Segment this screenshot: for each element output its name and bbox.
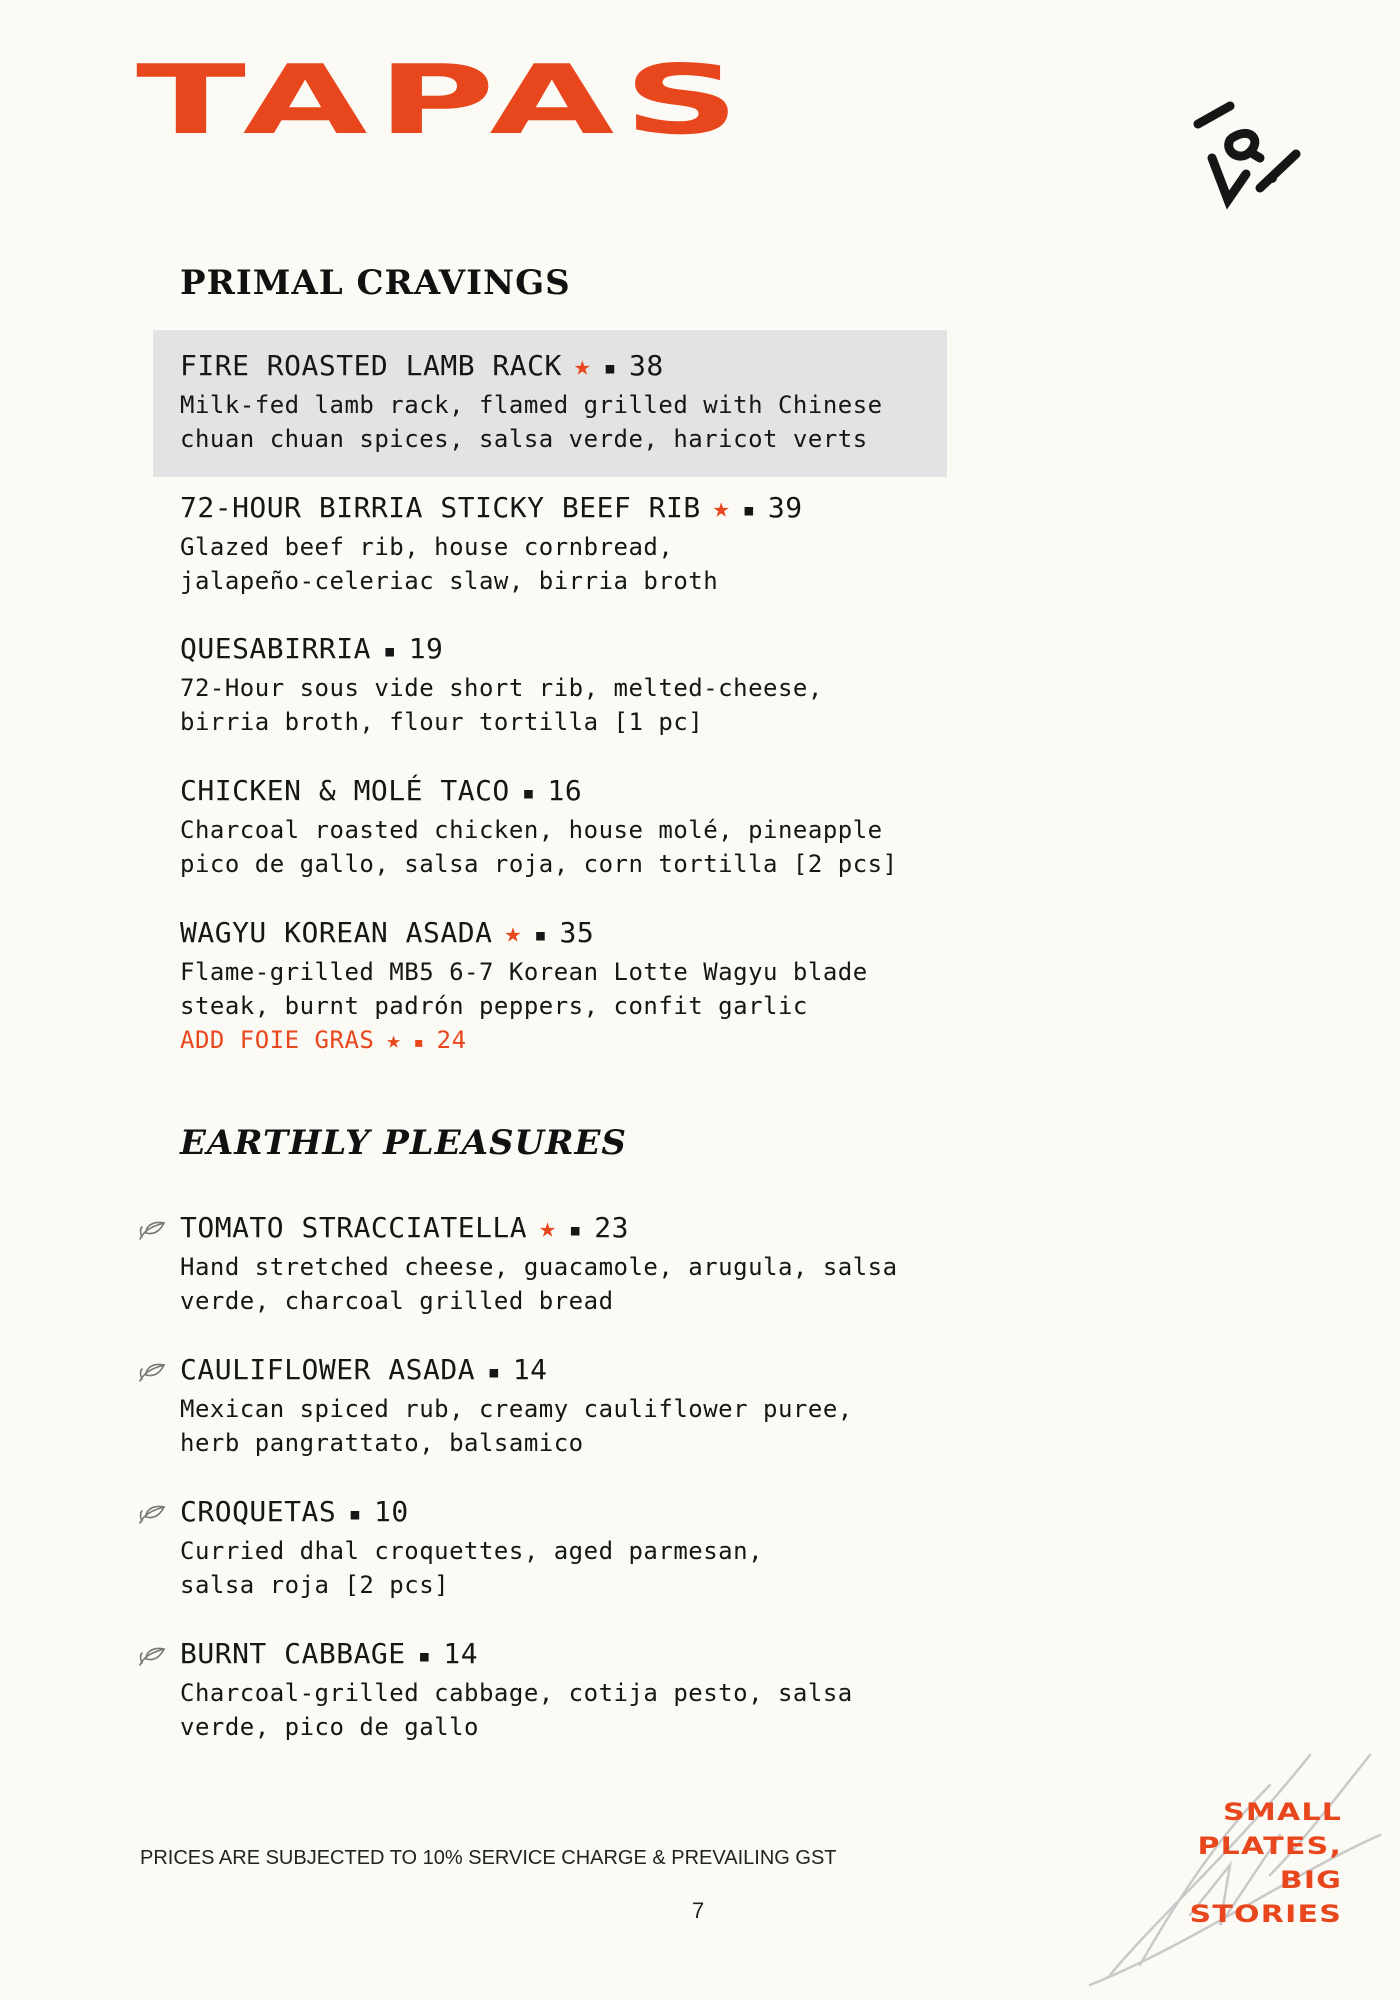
- item-description: jalapeño-celeriac slaw, birria broth: [180, 567, 719, 595]
- menu-item-tomato-stracciatella: [180, 1209, 940, 1318]
- menu-item-burnt-cabbage: [180, 1635, 940, 1744]
- item-price: 14: [443, 1637, 479, 1670]
- item-description: Glazed beef rib, house cornbread,: [180, 533, 674, 561]
- item-name: 72-HOUR BIRRIA STICKY BEEF RIB: [180, 491, 701, 524]
- tagline-line: PLATES,: [1197, 1832, 1342, 1860]
- page-title: TAPAS: [136, 43, 749, 156]
- section-title-primal-cravings: PRIMAL CRAVINGS: [180, 263, 571, 303]
- addon-price: 24: [436, 1026, 467, 1054]
- item-description: Hand stretched cheese, guacamole, arugula, salsa: [180, 1253, 898, 1281]
- item-header: [180, 914, 940, 955]
- item-description: herb pangrattato, balsamico: [180, 1429, 584, 1457]
- separator-icon: ▪: [568, 1218, 583, 1243]
- tagline-line: BIG: [1279, 1866, 1342, 1894]
- item-name: CROQUETAS: [180, 1495, 337, 1528]
- menu-item-croquetas: [180, 1493, 940, 1602]
- item-description: Milk-fed lamb rack, flamed grilled with Chinese: [180, 391, 883, 419]
- tagline-line: SMALL: [1222, 1798, 1342, 1826]
- item-description: birria broth, flour tortilla [1 pc]: [180, 708, 704, 736]
- tagline-line: STORIES: [1189, 1900, 1342, 1928]
- vegetarian-leaf-icon: [138, 1503, 166, 1525]
- item-header: [180, 1209, 940, 1250]
- separator-icon: ▪: [348, 1502, 362, 1527]
- item-name: CHICKEN & MOLÉ TACO: [180, 774, 510, 807]
- item-header: [180, 630, 940, 671]
- item-price: 38: [628, 349, 664, 382]
- addon-name: ADD FOIE GRAS: [180, 1026, 375, 1054]
- page-number: 7: [692, 1898, 705, 1923]
- separator-icon: ▪: [603, 356, 617, 381]
- separator-icon: ▪: [382, 639, 397, 664]
- item-name: CAULIFLOWER ASADA: [180, 1353, 476, 1386]
- vegetarian-leaf-icon: [138, 1645, 166, 1667]
- item-description: pico de gallo, salsa roja, corn tortilla [2 pcs]: [180, 850, 898, 878]
- item-header: [180, 1635, 940, 1676]
- item-description: 72-Hour sous vide short rib, melted-cheese,: [180, 674, 823, 702]
- separator-icon: ▪: [533, 923, 548, 948]
- item-description: Curried dhal croquettes, aged parmesan,: [180, 1537, 764, 1565]
- section-title-earthly-pleasures: EARTHLY PLEASURES: [180, 1123, 627, 1163]
- menu-item-wagyu-korean-asada: [180, 914, 940, 1060]
- menu-item-beef-rib: [180, 489, 940, 598]
- separator-icon: ▪: [413, 1032, 425, 1053]
- item-header: [180, 1351, 940, 1392]
- tagline: [1189, 1795, 1342, 1931]
- item-header: [180, 489, 940, 530]
- item-name: TOMATO STRACCIATELLA: [180, 1211, 528, 1244]
- item-description: Mexican spiced rub, creamy cauliflower puree,: [180, 1395, 853, 1423]
- item-name: QUESABIRRIA: [180, 632, 371, 665]
- signature-star-icon: ★: [504, 916, 522, 949]
- signature-star-icon: ★: [573, 349, 592, 382]
- item-description: Charcoal-grilled cabbage, cotija pesto, salsa: [180, 1679, 853, 1707]
- item-name: WAGYU KOREAN ASADA: [180, 916, 493, 949]
- item-price: 39: [767, 491, 803, 524]
- la-vi-logo: [1190, 96, 1310, 216]
- menu-item-quesabirria: [180, 630, 940, 739]
- menu-item-chicken-mole-taco: [180, 772, 940, 881]
- menu-item-lamb-rack: [180, 347, 940, 456]
- item-price: 23: [594, 1211, 629, 1244]
- separator-icon: ▪: [742, 498, 756, 523]
- item-description: salsa roja [2 pcs]: [180, 1571, 450, 1599]
- item-header: [180, 1493, 940, 1534]
- separator-icon: ▪: [417, 1644, 432, 1669]
- item-price: 14: [512, 1353, 548, 1386]
- signature-star-icon: ★: [712, 491, 731, 524]
- item-description: chuan chuan spices, salsa verde, haricot verts: [180, 425, 868, 453]
- addon-foie-gras: [180, 1023, 940, 1060]
- item-description: steak, burnt padrón peppers, confit garlic: [180, 992, 808, 1020]
- service-charge-note: PRICES ARE SUBJECTED TO 10% SERVICE CHARGE & PREVAILING GST: [140, 1847, 837, 1869]
- item-description: verde, charcoal grilled bread: [180, 1287, 614, 1315]
- item-price: 16: [547, 774, 583, 807]
- item-price: 10: [373, 1495, 409, 1528]
- separator-icon: ▪: [487, 1360, 501, 1385]
- item-name: FIRE ROASTED LAMB RACK: [180, 349, 562, 382]
- vegetarian-leaf-icon: [138, 1219, 166, 1241]
- separator-icon: ▪: [521, 781, 536, 806]
- item-header: [180, 347, 940, 388]
- item-description: Flame-grilled MB5 6-7 Korean Lotte Wagyu blade: [180, 958, 868, 986]
- signature-star-icon: ★: [386, 1026, 402, 1054]
- item-name: BURNT CABBAGE: [180, 1637, 406, 1670]
- item-price: 35: [559, 916, 595, 949]
- menu-item-cauliflower-asada: [180, 1351, 940, 1460]
- item-header: [180, 772, 940, 813]
- signature-star-icon: ★: [539, 1211, 557, 1244]
- item-description: Charcoal roasted chicken, house molé, pineapple: [180, 816, 883, 844]
- item-description: verde, pico de gallo: [180, 1713, 479, 1741]
- vegetarian-leaf-icon: [138, 1361, 166, 1383]
- item-price: 19: [408, 632, 444, 665]
